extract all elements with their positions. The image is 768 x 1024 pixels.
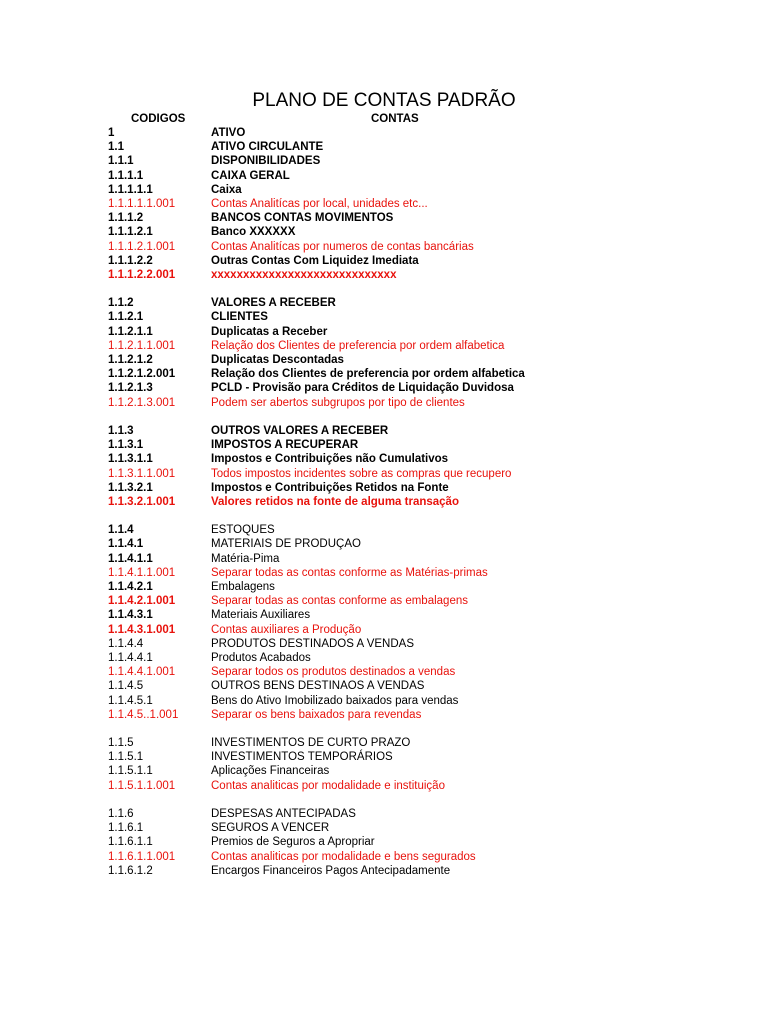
- account-name: Produtos Acabados: [211, 651, 311, 664]
- account-code: 1.1.2.1.3: [108, 382, 153, 395]
- account-name: Bens do Ativo Imobilizado baixados para vendas: [211, 694, 459, 707]
- row-spacer: [0, 410, 768, 424]
- account-name: Impostos e Contribuições Retidos na Fonte: [211, 481, 449, 494]
- account-code: 1.1.3.2.1.001: [108, 495, 176, 508]
- account-name: PCLD - Provisão para Créditos de Liquidação Duvidosa: [211, 382, 514, 395]
- account-name: INVESTIMENTOS TEMPORÁRIOS: [211, 751, 393, 764]
- account-row: [0, 764, 768, 778]
- account-code: 1.1.3.2.1: [108, 481, 153, 494]
- account-row: [0, 750, 768, 764]
- account-code: 1.1.4: [108, 524, 134, 537]
- account-row: [0, 566, 768, 580]
- account-row: [0, 623, 768, 637]
- account-name: DISPONIBILIDADES: [211, 155, 321, 168]
- row-spacer: [0, 509, 768, 523]
- account-name: CLIENTES: [211, 311, 268, 324]
- account-code: 1.1.3: [108, 424, 134, 437]
- account-row: [0, 708, 768, 722]
- account-code: 1.1.2.1: [108, 311, 144, 324]
- column-header-codigos: CODIGOS: [131, 113, 186, 125]
- account-row: [0, 169, 768, 183]
- account-code: 1.1.5.1: [108, 751, 144, 764]
- account-code: 1.1.1.2.1: [108, 226, 153, 239]
- column-header-contas: CONTAS: [371, 113, 419, 125]
- account-code: 1.1.4.4.1: [108, 651, 153, 664]
- account-code: 1.1.4.1.1: [108, 552, 153, 565]
- account-code: 1.1.5.1.1: [108, 765, 153, 778]
- account-name: ATIVO CIRCULANTE: [211, 141, 324, 154]
- account-code: 1.1.3.1.1: [108, 453, 153, 466]
- account-row: [0, 310, 768, 324]
- account-name: Banco XXXXXX: [211, 226, 296, 239]
- account-name: IMPOSTOS A RECUPERAR: [211, 439, 359, 452]
- account-row: [0, 126, 768, 140]
- account-code: 1.1.1.2.1.001: [108, 240, 176, 253]
- account-row: [0, 495, 768, 509]
- account-row: [0, 325, 768, 339]
- account-code: 1.1: [108, 141, 124, 154]
- account-code: 1.1.2.1.1.001: [108, 339, 176, 352]
- account-row: [0, 396, 768, 410]
- account-code: 1.1.4.2.1.001: [108, 595, 176, 608]
- account-row: [0, 779, 768, 793]
- account-name: Separar todas as contas conforme as embalagens: [211, 595, 468, 608]
- account-row: [0, 821, 768, 835]
- account-code: 1.1.4.2.1: [108, 581, 153, 593]
- account-name: PRODUTOS DESTINADOS A VENDAS: [211, 637, 415, 650]
- account-code: 1.1.4.3.1: [108, 609, 153, 622]
- account-name: Separar todas as contas conforme as Matérias-primas: [211, 566, 488, 579]
- account-name: Contas Analitícas por numeros de contas bancárias: [211, 240, 474, 253]
- account-code: 1.1.1: [108, 155, 134, 168]
- account-name: Todos impostos incidentes sobre as compras que recupero: [211, 467, 512, 480]
- account-code: 1.1.4.4: [108, 637, 144, 650]
- account-row: [0, 580, 768, 594]
- account-name: OUTROS VALORES A RECEBER: [211, 424, 389, 437]
- account-name: BANCOS CONTAS MOVIMENTOS: [211, 212, 394, 225]
- account-name: Duplicatas a Receber: [211, 325, 328, 338]
- account-row: [0, 608, 768, 622]
- account-row: [0, 183, 768, 197]
- account-name: OUTROS BENS DESTINAOS A VENDAS: [211, 680, 425, 693]
- account-name: Contas auxiliares a Produção: [211, 623, 362, 636]
- account-code: 1.1.5: [108, 737, 134, 750]
- account-row: [0, 637, 768, 651]
- account-row: [0, 537, 768, 551]
- account-row: [0, 367, 768, 381]
- account-code: 1.1.1.2.2.001: [108, 268, 176, 281]
- account-row: [0, 211, 768, 225]
- account-row: [0, 850, 768, 864]
- account-row: [0, 197, 768, 211]
- account-code: 1: [108, 127, 115, 139]
- account-row: [0, 424, 768, 438]
- account-code: 1.1.4.4.1.001: [108, 666, 176, 679]
- account-name: INVESTIMENTOS DE CURTO PRAZO: [211, 737, 411, 750]
- account-name: Premios de Seguros a Apropriar: [211, 836, 375, 849]
- account-row: [0, 679, 768, 693]
- account-code: 1.1.4.5.1: [108, 694, 153, 707]
- account-code: 1.1.4.1.1.001: [108, 566, 176, 579]
- account-row: [0, 835, 768, 849]
- account-row: [0, 353, 768, 367]
- account-name: Contas Analitícas por local, unidades etc...: [211, 197, 428, 210]
- account-list: [0, 126, 768, 878]
- account-code: 1.1.6.1: [108, 822, 144, 835]
- account-code: 1.1.1.1: [108, 169, 144, 182]
- account-code: 1.1.1.1.1.001: [108, 197, 176, 210]
- account-code: 1.1.5.1.1.001: [108, 779, 176, 792]
- account-name: Separar todos os produtos destinados a vendas: [211, 666, 456, 679]
- account-row: [0, 140, 768, 154]
- account-name: Duplicatas Descontadas: [211, 354, 344, 366]
- account-row: [0, 438, 768, 452]
- account-name: CAIXA GERAL: [211, 169, 290, 182]
- account-code: 1.1.6.1.2: [108, 864, 153, 877]
- account-row: [0, 254, 768, 268]
- account-code: 1.1.1.2: [108, 212, 144, 225]
- account-row: [0, 651, 768, 665]
- account-row: [0, 665, 768, 679]
- account-row: [0, 864, 768, 878]
- row-spacer: [0, 722, 768, 736]
- account-name: Relação dos Clientes de preferencia por ordem alfabetica: [211, 339, 505, 352]
- account-name: Impostos e Contribuições não Cumulativos: [211, 453, 449, 466]
- account-name: VALORES A RECEBER: [211, 297, 336, 310]
- account-name: MATERIAIS DE PRODUÇAO: [211, 538, 361, 551]
- account-name: Contas analiticas por modalidade e instituição: [211, 779, 445, 792]
- account-row: [0, 381, 768, 395]
- account-name: Caixa: [211, 183, 242, 196]
- account-code: 1.1.2.1.2.001: [108, 368, 176, 381]
- account-row: [0, 481, 768, 495]
- account-name: Separar os bens baixados para revendas: [211, 708, 422, 721]
- account-code: 1.1.1.1.1: [108, 183, 153, 196]
- account-name: SEGUROS A VENCER: [211, 822, 330, 835]
- account-row: [0, 552, 768, 566]
- account-name: ATIVO: [211, 127, 246, 139]
- account-row: [0, 296, 768, 310]
- account-code: 1.1.6: [108, 808, 134, 820]
- account-row: [0, 268, 768, 282]
- account-code: 1.1.2: [108, 297, 134, 310]
- account-name: Materiais Auxiliares: [211, 609, 311, 622]
- account-name: Matéria-Pima: [211, 552, 280, 565]
- account-row: [0, 240, 768, 254]
- account-name: Valores retidos na fonte de alguma transação: [211, 495, 459, 508]
- account-code: 1.1.2.1.2: [108, 354, 153, 366]
- account-code: 1.1.3.1.1.001: [108, 467, 176, 480]
- row-spacer: [0, 282, 768, 296]
- account-name: xxxxxxxxxxxxxxxxxxxxxxxxxxxxx: [211, 268, 397, 281]
- account-row: [0, 694, 768, 708]
- account-name: Aplicações Financeiras: [211, 765, 330, 778]
- page-title: PLANO DE CONTAS PADRÃO: [252, 90, 516, 111]
- account-name: Embalagens: [211, 581, 275, 593]
- account-row: [0, 467, 768, 481]
- account-row: [0, 225, 768, 239]
- account-name: Encargos Financeiros Pagos Antecipadamente: [211, 864, 451, 877]
- account-code: 1.1.3.1: [108, 439, 144, 452]
- account-name: DESPESAS ANTECIPADAS: [211, 808, 356, 820]
- account-name: Contas analiticas por modalidade e bens segurados: [211, 850, 476, 863]
- account-code: 1.1.4.5..1.001: [108, 708, 179, 721]
- account-code: 1.1.6.1.1: [108, 836, 153, 849]
- account-name: Outras Contas Com Liquidez Imediata: [211, 254, 419, 267]
- account-code: 1.1.1.2.2: [108, 254, 153, 267]
- account-row: [0, 523, 768, 537]
- account-row: [0, 807, 768, 821]
- account-code: 1.1.2.1.3.001: [108, 396, 176, 409]
- account-row: [0, 154, 768, 168]
- account-code: 1.1.6.1.1.001: [108, 850, 176, 863]
- row-spacer: [0, 793, 768, 807]
- account-code: 1.1.2.1.1: [108, 325, 153, 338]
- account-code: 1.1.4.3.1.001: [108, 623, 176, 636]
- account-name: ESTOQUES: [211, 524, 275, 537]
- account-code: 1.1.4.5: [108, 680, 144, 693]
- account-name: Relação dos Clientes de preferencia por ordem alfabetica: [211, 368, 525, 381]
- account-row: [0, 452, 768, 466]
- account-row: [0, 736, 768, 750]
- account-row: [0, 339, 768, 353]
- account-code: 1.1.4.1: [108, 538, 144, 551]
- account-row: [0, 594, 768, 608]
- account-name: Podem ser abertos subgrupos por tipo de clientes: [211, 396, 465, 409]
